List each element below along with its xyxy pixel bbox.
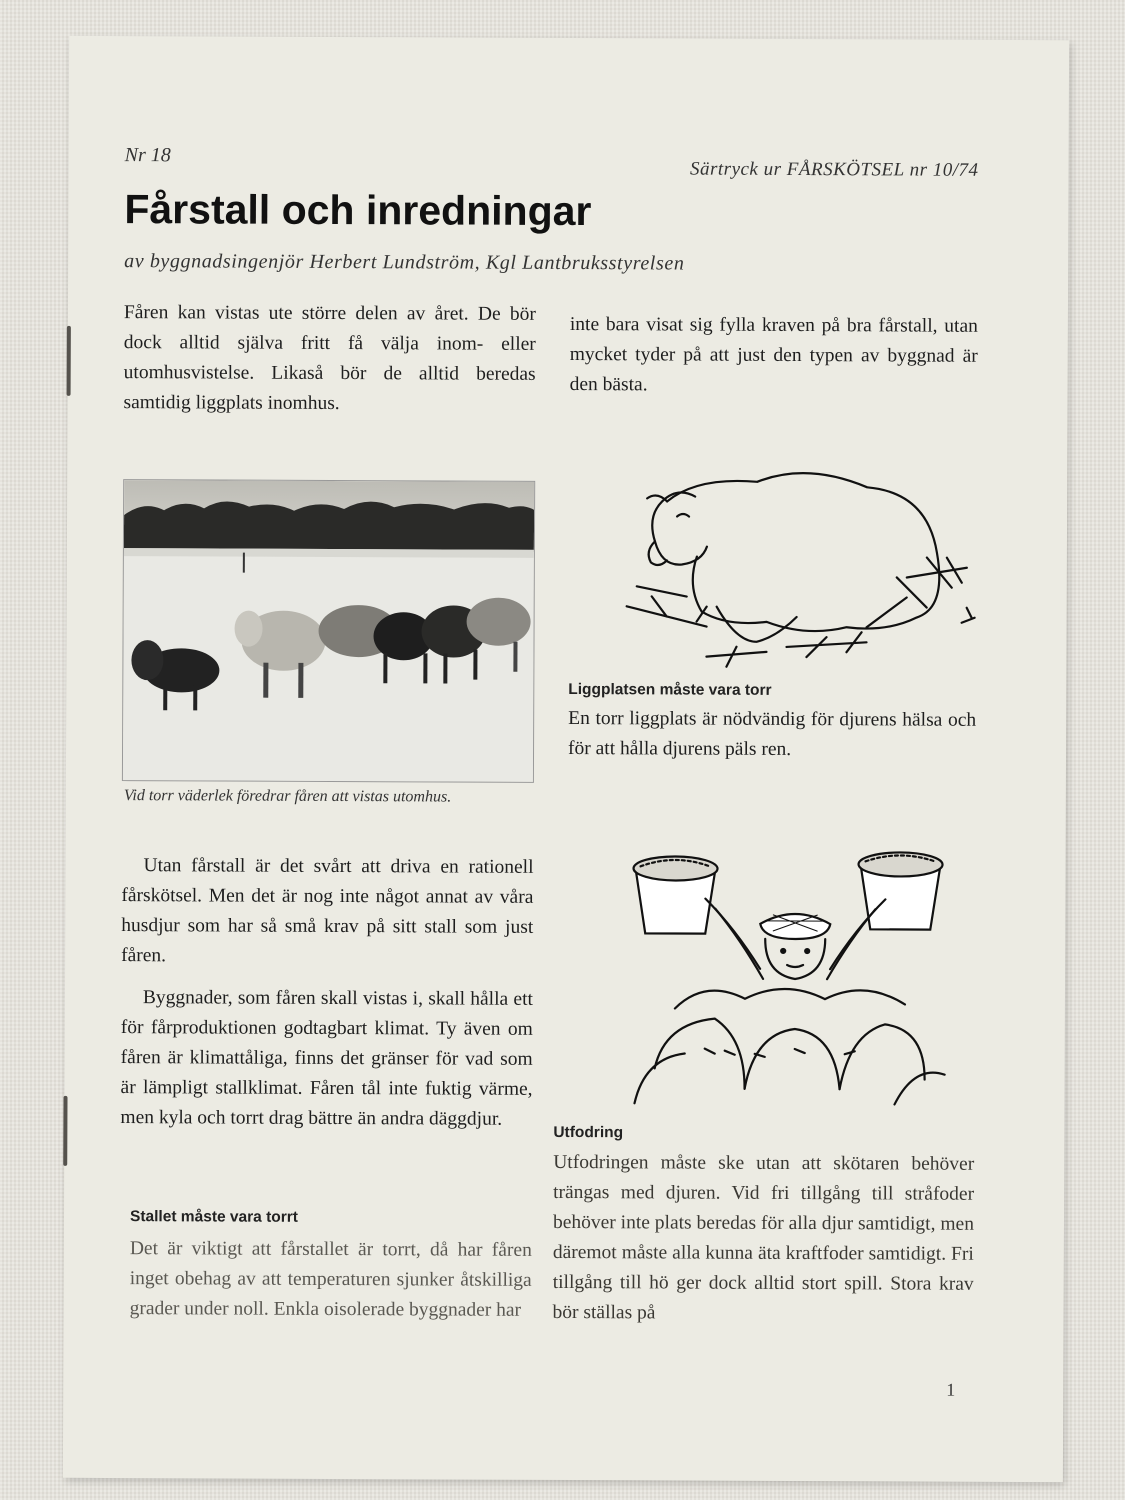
sheep-in-snow-photo <box>122 479 535 783</box>
article-title: Fårstall och inredningar <box>124 186 592 235</box>
lying-sheep-drawing <box>606 456 987 688</box>
staple-bottom <box>63 1096 67 1166</box>
heading-dry-stall: Stallet måste vara torrt <box>129 1208 299 1226</box>
feeding-text: Utfodringen måste ske utan att skötaren behöver trängas med djuren. Vid fri tillgång till stråfoder behöver inte plats beredas för alla djur samtidigt, men däremot måste alla kunna äta kraftfoder samtidigt. Fri tillgång till hö ger dock alltid stort spill. Stora krav bör ställas på <box>552 1151 975 1324</box>
article-byline: av byggnadsingenjör Herbert Lundström, Kgl Lantbruksstyrelsen <box>124 250 685 275</box>
issue-number: Nr 18 <box>124 144 171 167</box>
intro-paragraph: Fåren kan vistas ute större delen av året. De bör dock alltid själva fritt få välja inom- eller utomhusvistelse. Likaså bör de alltid beredas samtidig liggplats inomhus. <box>123 302 536 415</box>
reprint-source: Särtryck ur FÅRSKÖTSEL nr 10/74 <box>689 158 979 181</box>
heading-bedding: Liggplatsen måste vara torr <box>568 681 772 699</box>
dry-stall-text: Det är viktigt att fårstallet är torrt, då har fåren inget obehag av att temperaturen sjunker åtskilliga grader under noll. Enkla oisolerade byggnader har <box>129 1238 532 1321</box>
printed-page <box>63 36 1069 1482</box>
photo-caption: Vid torr väderlek föredrar fåren att vistas utomhus. <box>123 787 452 806</box>
heading-feeding: Utfodring <box>553 1123 624 1142</box>
page-number: 1 <box>946 1379 956 1400</box>
right-column-continuation: inte bara visat sig fylla kraven på bra fårstall, utan mycket tyder på att just den typen av byggnad är den bästa. <box>569 314 978 396</box>
feeding-illustration <box>594 838 975 1120</box>
staple-top <box>67 326 71 396</box>
bedding-text: En torr liggplats är nödvändig för djurens hälsa och för att hålla djurens päls ren. <box>568 708 977 760</box>
main-body-text: Utan fårstall är det svårt att driva en rationell fårskötsel. Men det är nog inte något annat av våra husdjur som har så små krav på sitt stall som just fåren. Byggnader, som fåren skall vistas i, skall hålla ett för fårproduktionen godtagbart klimat. Ty även om fåren är klimattåliga, finns det gränser för vad som är lämpligt stallklimat. Fåren tål inte fuktig värme, men kyla och torrt drag bättre än andra däggdjur. <box>120 855 534 1130</box>
